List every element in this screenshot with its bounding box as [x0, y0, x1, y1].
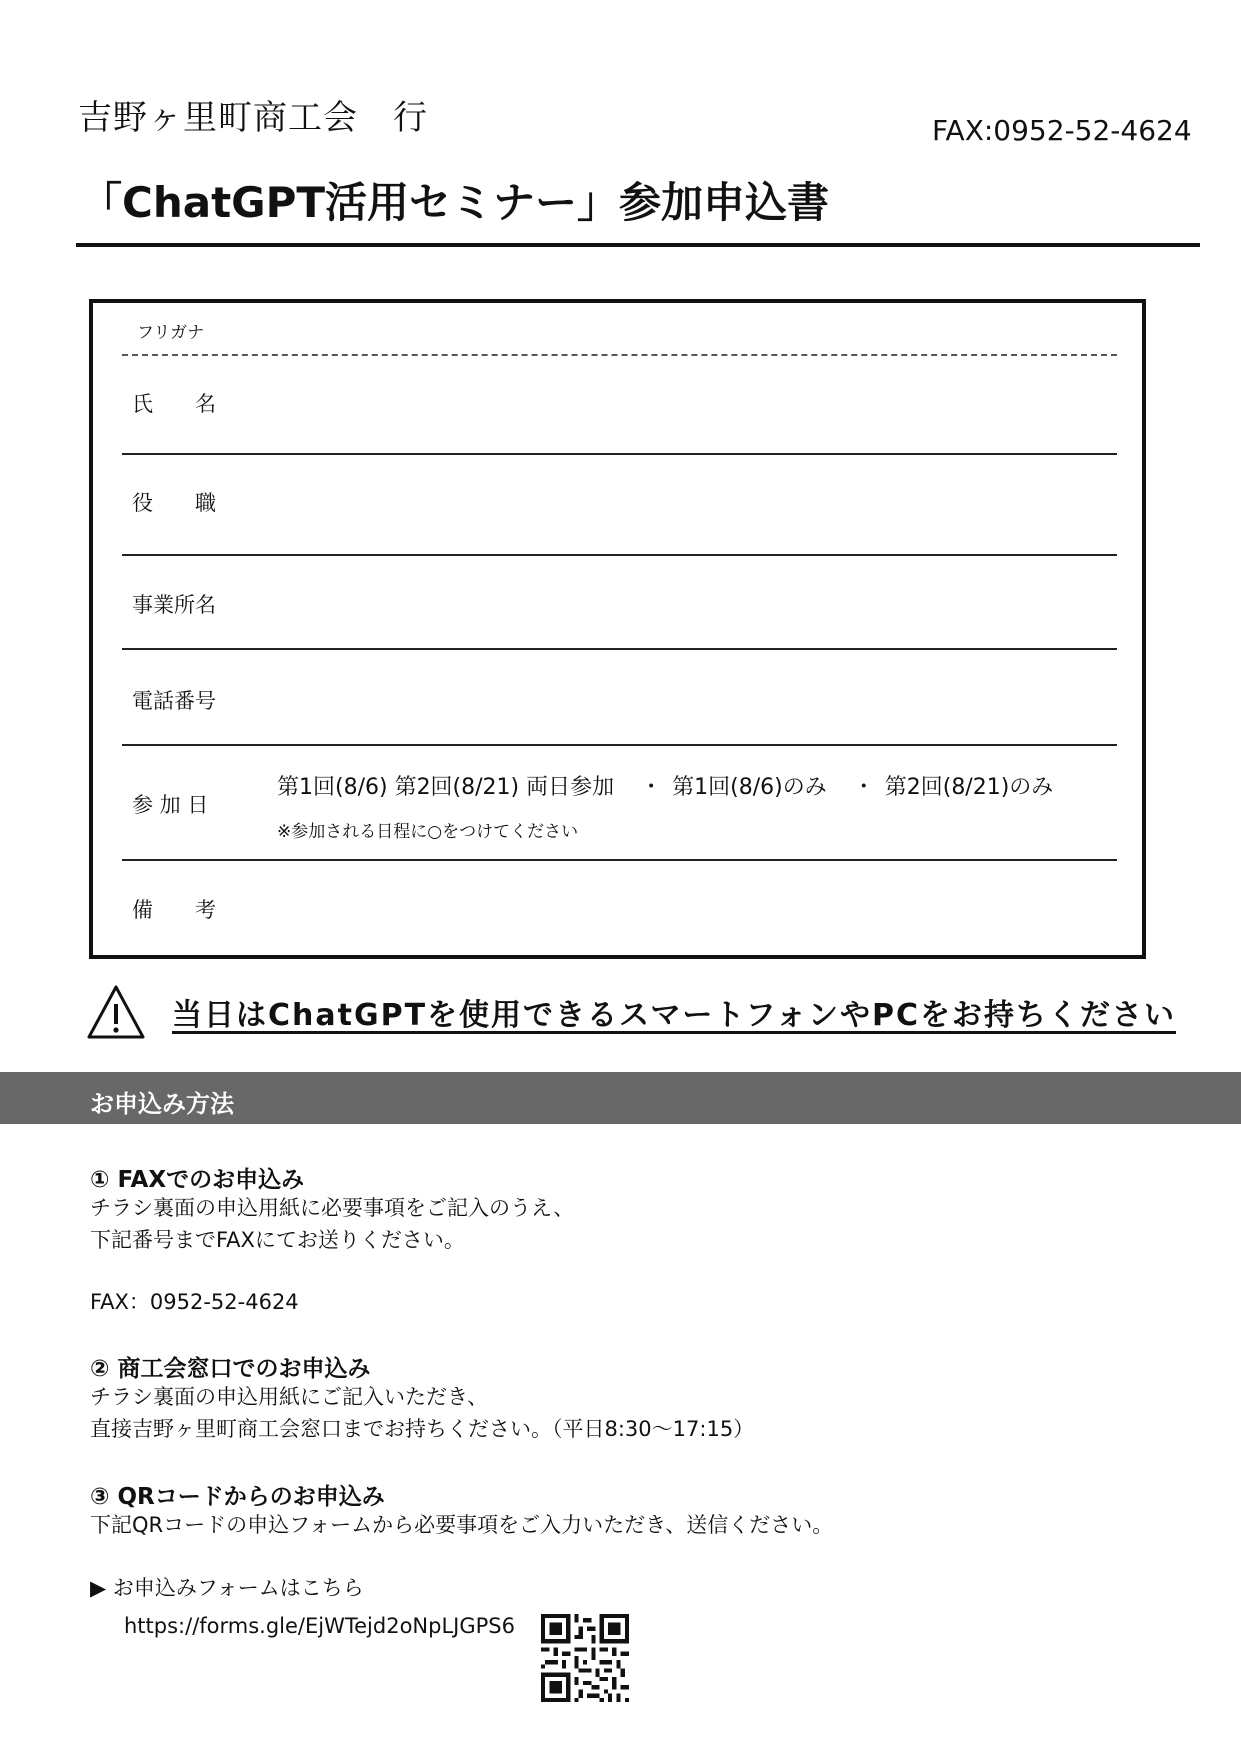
fax-number-header: FAX:0952-52-4624: [932, 114, 1192, 147]
page-title: 「ChatGPT活用セミナー」参加申込書: [80, 178, 830, 227]
warning-icon: [86, 984, 146, 1040]
furigana-label: フリガナ: [137, 323, 205, 343]
warning-text: 当日はChatGPTを使用できるスマートフォンやPCをお持ちください: [172, 998, 1177, 1033]
name-label: 氏 名: [132, 392, 216, 416]
name-divider: [122, 453, 1117, 455]
name-field[interactable]: [240, 362, 1110, 450]
recipient: 吉野ヶ里町商工会 行: [78, 98, 428, 138]
position-field[interactable]: [240, 460, 1110, 550]
form-url-link[interactable]: https://forms.gle/EjWTejd2oNpLJGPS6: [124, 1614, 515, 1638]
company-divider: [122, 648, 1117, 650]
fax-method-line2: 下記番号までFAXにてお送りください。: [90, 1228, 465, 1252]
company-label: 事業所名: [132, 593, 216, 617]
qr-code-image[interactable]: [541, 1614, 629, 1702]
fax-method-title: ① FAXでのお申込み: [90, 1167, 305, 1193]
furigana-divider: [122, 354, 1117, 356]
date-label: 参 加 日: [132, 793, 209, 817]
remarks-label: 備 考: [132, 898, 216, 922]
date-note: ※参加される日程に○をつけてください: [277, 822, 579, 842]
position-divider: [122, 554, 1117, 556]
counter-method-line1: チラシ裏面の申込用紙にご記入いただき、: [90, 1385, 489, 1409]
remarks-field[interactable]: [240, 866, 1110, 952]
fax-method-line1: チラシ裏面の申込用紙に必要事項をご記入のうえ、: [90, 1196, 575, 1220]
position-label: 役 職: [132, 491, 216, 515]
phone-field[interactable]: [240, 654, 1110, 740]
qr-method-title: ③ QRコードからのお申込み: [90, 1484, 385, 1510]
date-separator: ・: [852, 775, 875, 800]
date-separator: ・: [640, 775, 663, 800]
fax-method-number: FAX：0952-52-4624: [90, 1290, 299, 1314]
date-option-first[interactable]: 第1回(8/6)のみ: [672, 775, 827, 800]
phone-divider: [122, 744, 1117, 746]
phone-label: 電話番号: [132, 689, 216, 713]
form-link-label: ▶ お申込みフォームはこちら: [90, 1576, 364, 1600]
date-divider: [122, 859, 1117, 861]
company-field[interactable]: [240, 560, 1110, 644]
qr-method-line1: 下記QRコードの申込フォームから必要事項をご入力いただき、送信ください。: [90, 1513, 834, 1537]
method-heading: お申込み方法: [90, 1090, 234, 1118]
counter-method-title: ② 商工会窓口でのお申込み: [90, 1356, 371, 1382]
date-option-both[interactable]: 第1回(8/6) 第2回(8/21) 両日参加: [277, 775, 615, 800]
title-divider: [76, 243, 1200, 247]
date-option-second[interactable]: 第2回(8/21)のみ: [884, 775, 1054, 800]
counter-method-line2: 直接吉野ヶ里町商工会窓口までお持ちください。（平日8:30〜17:15）: [90, 1417, 755, 1441]
date-options: [277, 770, 1063, 801]
